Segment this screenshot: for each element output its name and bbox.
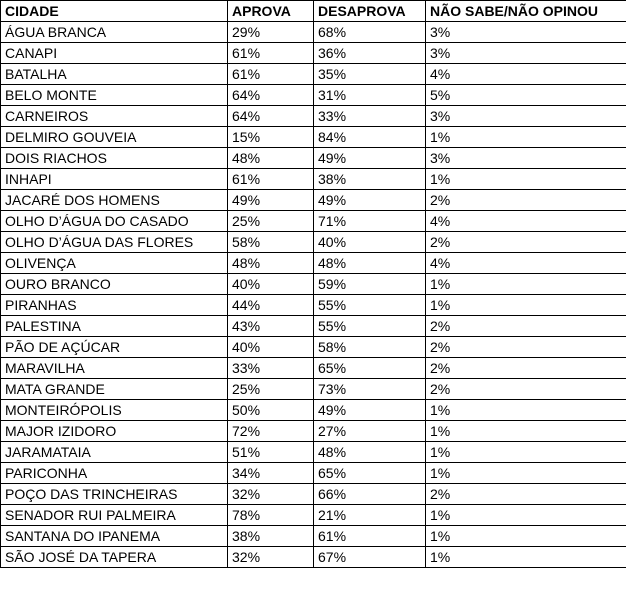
- cell-desaprova: 55%: [314, 316, 426, 337]
- table-row: [1, 127, 626, 148]
- cell-nao-sabe: 2%: [426, 190, 626, 211]
- cell-aprova: 15%: [228, 127, 314, 148]
- cell-desaprova: 55%: [314, 295, 426, 316]
- cell-cidade: MATA GRANDE: [1, 379, 228, 400]
- table-row: [1, 64, 626, 85]
- cell-cidade: MARAVILHA: [1, 358, 228, 379]
- table-row: [1, 253, 626, 274]
- cell-cidade: OURO BRANCO: [1, 274, 228, 295]
- cell-desaprova: 38%: [314, 169, 426, 190]
- table-row: [1, 169, 626, 190]
- cell-nao-sabe: 2%: [426, 337, 626, 358]
- table-row: [1, 295, 626, 316]
- cell-desaprova: 36%: [314, 43, 426, 64]
- cell-nao-sabe: 1%: [426, 547, 626, 568]
- cell-cidade: PÃO DE AÇÚCAR: [1, 337, 228, 358]
- cell-aprova: 32%: [228, 484, 314, 505]
- cell-cidade: SENADOR RUI PALMEIRA: [1, 505, 228, 526]
- cell-cidade: SANTANA DO IPANEMA: [1, 526, 228, 547]
- cell-aprova: 33%: [228, 358, 314, 379]
- cell-cidade: PIRANHAS: [1, 295, 228, 316]
- cell-cidade: CARNEIROS: [1, 106, 228, 127]
- cell-desaprova: 73%: [314, 379, 426, 400]
- cell-aprova: 61%: [228, 43, 314, 64]
- table-row: [1, 22, 626, 43]
- table-row: [1, 358, 626, 379]
- cell-aprova: 34%: [228, 463, 314, 484]
- cell-desaprova: 21%: [314, 505, 426, 526]
- cell-desaprova: 58%: [314, 337, 426, 358]
- cell-desaprova: 48%: [314, 442, 426, 463]
- cell-cidade: OLIVENÇA: [1, 253, 228, 274]
- cell-desaprova: 84%: [314, 127, 426, 148]
- cell-desaprova: 59%: [314, 274, 426, 295]
- cell-aprova: 50%: [228, 400, 314, 421]
- cell-desaprova: 61%: [314, 526, 426, 547]
- cell-aprova: 29%: [228, 22, 314, 43]
- cell-cidade: DOIS RIACHOS: [1, 148, 228, 169]
- cell-aprova: 44%: [228, 295, 314, 316]
- cell-aprova: 40%: [228, 337, 314, 358]
- table-row: [1, 85, 626, 106]
- cell-nao-sabe: 2%: [426, 316, 626, 337]
- cell-desaprova: 65%: [314, 463, 426, 484]
- cell-nao-sabe: 1%: [426, 295, 626, 316]
- table-header: [1, 1, 626, 22]
- cell-nao-sabe: 1%: [426, 400, 626, 421]
- table-row: [1, 547, 626, 568]
- cell-nao-sabe: 4%: [426, 253, 626, 274]
- cell-aprova: 32%: [228, 547, 314, 568]
- cell-cidade: MAJOR IZIDORO: [1, 421, 228, 442]
- cell-nao-sabe: 3%: [426, 148, 626, 169]
- cell-cidade: CANAPI: [1, 43, 228, 64]
- cell-cidade: JACARÉ DOS HOMENS: [1, 190, 228, 211]
- cell-desaprova: 65%: [314, 358, 426, 379]
- cell-desaprova: 71%: [314, 211, 426, 232]
- cell-nao-sabe: 1%: [426, 442, 626, 463]
- table-row: [1, 484, 626, 505]
- cell-cidade: PALESTINA: [1, 316, 228, 337]
- table-row: [1, 379, 626, 400]
- cell-aprova: 64%: [228, 106, 314, 127]
- cell-aprova: 78%: [228, 505, 314, 526]
- table-row: [1, 106, 626, 127]
- cell-cidade: INHAPI: [1, 169, 228, 190]
- cell-aprova: 64%: [228, 85, 314, 106]
- cell-nao-sabe: 1%: [426, 274, 626, 295]
- cell-cidade: ÁGUA BRANCA: [1, 22, 228, 43]
- cell-aprova: 48%: [228, 253, 314, 274]
- header-nao-sabe: NÃO SABE/NÃO OPINOU: [426, 1, 626, 22]
- cell-desaprova: 35%: [314, 64, 426, 85]
- table-row: [1, 442, 626, 463]
- cell-cidade: MONTEIRÓPOLIS: [1, 400, 228, 421]
- table-row: [1, 337, 626, 358]
- cell-nao-sabe: 4%: [426, 211, 626, 232]
- cell-aprova: 72%: [228, 421, 314, 442]
- cell-aprova: 61%: [228, 64, 314, 85]
- cell-aprova: 61%: [228, 169, 314, 190]
- cell-aprova: 48%: [228, 148, 314, 169]
- cell-desaprova: 40%: [314, 232, 426, 253]
- table-row: [1, 148, 626, 169]
- cell-nao-sabe: 2%: [426, 358, 626, 379]
- cell-aprova: 58%: [228, 232, 314, 253]
- table-row: [1, 463, 626, 484]
- table-body: [1, 22, 626, 568]
- cell-nao-sabe: 3%: [426, 43, 626, 64]
- cell-cidade: JARAMATAIA: [1, 442, 228, 463]
- cell-nao-sabe: 3%: [426, 22, 626, 43]
- table-row: [1, 316, 626, 337]
- cell-nao-sabe: 2%: [426, 484, 626, 505]
- cell-desaprova: 27%: [314, 421, 426, 442]
- cell-aprova: 25%: [228, 211, 314, 232]
- table-row: [1, 421, 626, 442]
- cell-nao-sabe: 4%: [426, 64, 626, 85]
- table-row: [1, 505, 626, 526]
- cell-cidade: POÇO DAS TRINCHEIRAS: [1, 484, 228, 505]
- cell-cidade: DELMIRO GOUVEIA: [1, 127, 228, 148]
- header-aprova: APROVA: [228, 1, 314, 22]
- table-row: [1, 232, 626, 253]
- cell-desaprova: 48%: [314, 253, 426, 274]
- cell-desaprova: 68%: [314, 22, 426, 43]
- cell-nao-sabe: 1%: [426, 505, 626, 526]
- cell-nao-sabe: 3%: [426, 106, 626, 127]
- cell-nao-sabe: 1%: [426, 169, 626, 190]
- cell-cidade: OLHO D’ÁGUA DO CASADO: [1, 211, 228, 232]
- table-row: [1, 526, 626, 547]
- cell-desaprova: 66%: [314, 484, 426, 505]
- cell-aprova: 38%: [228, 526, 314, 547]
- cell-desaprova: 67%: [314, 547, 426, 568]
- table-row: [1, 211, 626, 232]
- cell-nao-sabe: 1%: [426, 421, 626, 442]
- cell-nao-sabe: 1%: [426, 127, 626, 148]
- cell-desaprova: 33%: [314, 106, 426, 127]
- cell-aprova: 25%: [228, 379, 314, 400]
- cell-desaprova: 49%: [314, 190, 426, 211]
- cell-cidade: OLHO D’ÁGUA DAS FLORES: [1, 232, 228, 253]
- header-desaprova: DESAPROVA: [314, 1, 426, 22]
- cell-nao-sabe: 5%: [426, 85, 626, 106]
- cell-cidade: BATALHA: [1, 64, 228, 85]
- header-cidade: CIDADE: [1, 1, 228, 22]
- table-row: [1, 43, 626, 64]
- cell-aprova: 51%: [228, 442, 314, 463]
- cell-cidade: SÃO JOSÉ DA TAPERA: [1, 547, 228, 568]
- table-row: [1, 400, 626, 421]
- cell-nao-sabe: 1%: [426, 463, 626, 484]
- header-row: [1, 1, 626, 22]
- cell-desaprova: 31%: [314, 85, 426, 106]
- cell-nao-sabe: 2%: [426, 232, 626, 253]
- table-row: [1, 274, 626, 295]
- cell-cidade: PARICONHA: [1, 463, 228, 484]
- table-row: [1, 190, 626, 211]
- cell-aprova: 49%: [228, 190, 314, 211]
- cell-desaprova: 49%: [314, 400, 426, 421]
- cell-desaprova: 49%: [314, 148, 426, 169]
- cell-nao-sabe: 2%: [426, 379, 626, 400]
- cell-cidade: BELO MONTE: [1, 85, 228, 106]
- cell-aprova: 43%: [228, 316, 314, 337]
- cell-aprova: 40%: [228, 274, 314, 295]
- cell-nao-sabe: 1%: [426, 526, 626, 547]
